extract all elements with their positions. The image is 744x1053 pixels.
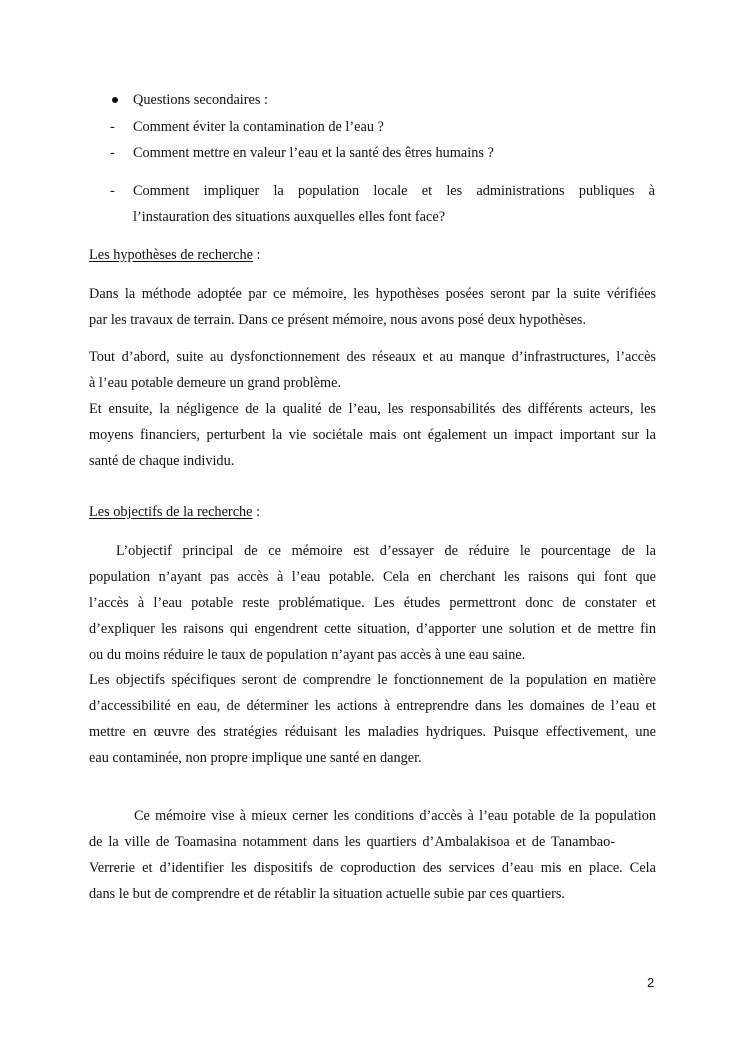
paragraph-line: Ce mémoire vise à mieux cerner les conditions d’accès à l’eau potable de la population (134, 808, 656, 824)
paragraph-line: l’accès à l’eau potable reste problématique. Les études permettront donc de constater et (89, 595, 656, 611)
heading-colon: : (252, 247, 261, 263)
section-heading-hypotheses (89, 246, 261, 264)
dash-icon: - (110, 119, 115, 135)
paragraph-line: L’objectif principal de ce mémoire est d’essayer de réduire le pourcentage de la (116, 543, 656, 559)
question-item-line: Comment impliquer la population locale et les administrations publiques à (133, 183, 655, 199)
paragraph-line: Et ensuite, la négligence de la qualité de l’eau, les responsabilités des différents acteurs, les (89, 401, 656, 417)
question-item: Comment mettre en valeur l’eau et la santé des êtres humains ? (133, 145, 494, 161)
paragraph-line: Tout d’abord, suite au dysfonctionnement des réseaux et au manque d’infrastructures, l’accès (89, 349, 656, 365)
paragraph-line: ou du moins réduire le taux de population n’ayant pas accès à une eau saine. (89, 647, 526, 663)
paragraph-line: population n’ayant pas accès à l’eau potable. Cela en cherchant les raisons qui font que (89, 569, 656, 585)
page-number: 2 (647, 975, 655, 990)
paragraph-line: santé de chaque individu. (89, 453, 235, 469)
question-item-line: l’instauration des situations auxquelles elles font face? (133, 209, 446, 225)
paragraph-line: Les objectifs spécifiques seront de comprendre le fonctionnement de la population en matière (89, 672, 656, 688)
dash-icon: - (110, 145, 115, 161)
paragraph-line: à l’eau potable demeure un grand problème. (89, 375, 342, 391)
paragraph-line: par les travaux de terrain. Dans ce présent mémoire, nous avons posé deux hypothèses. (89, 312, 587, 328)
paragraph-line: moyens financiers, perturbent la vie sociétale mais ont également un impact important sur la (89, 427, 656, 443)
paragraph-line: Verrerie et d’identifier les dispositifs de coproduction des services d’eau mis en place. Cela (89, 860, 656, 876)
heading-text: Les hypothèses de recherche (89, 247, 253, 263)
paragraph-line: mettre en œuvre des stratégies réduisant les maladies hydriques. Puisque effectivement, une (89, 724, 656, 740)
bullet-icon (112, 97, 118, 103)
heading-colon: : (252, 504, 261, 520)
paragraph-line: dans le but de comprendre et de rétablir la situation actuelle subie par ces quartiers. (89, 886, 565, 902)
question-item: Comment éviter la contamination de l’eau ? (133, 119, 384, 135)
paragraph-line: d’expliquer les raisons qui engendrent cette situation, d’apporter une solution et de mettre fin (89, 621, 656, 637)
dash-icon: - (110, 183, 115, 199)
paragraph-line: Dans la méthode adoptée par ce mémoire, les hypothèses posées seront par la suite vérifiées (89, 286, 656, 302)
section-heading-objectifs (89, 503, 260, 521)
paragraph-line: de la ville de Toamasina notamment dans les quartiers d’Ambalakisoa et de Tanambao- (89, 834, 615, 850)
paragraph-line: eau contaminée, non propre implique une santé en danger. (89, 750, 422, 766)
questions-heading: Questions secondaires : (133, 92, 268, 108)
heading-text: Les objectifs de la recherche (89, 504, 253, 520)
paragraph-line: d’accessibilité en eau, de déterminer les actions à entreprendre dans les domaines de l’eau et (89, 698, 656, 714)
